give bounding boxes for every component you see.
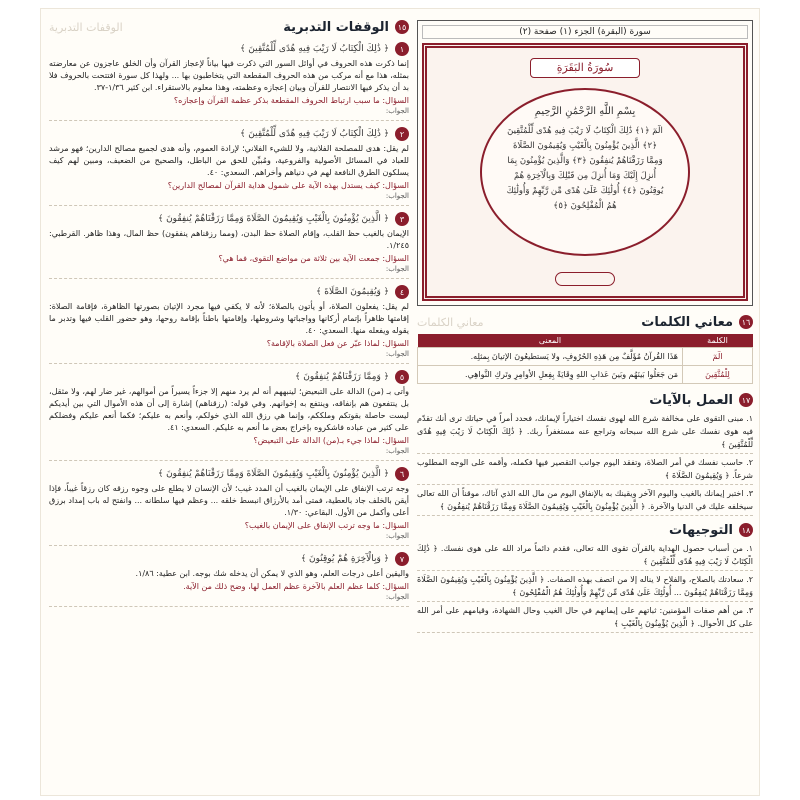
list-item: [49, 367, 409, 461]
list-item: [49, 124, 409, 206]
section-number-badge: ١٨: [739, 523, 753, 537]
answer-label: الجواب:: [385, 107, 409, 115]
commentary-text: الإيمان بالغيب حظ القلب، وإقام الصلاة حظ البدن، (ومما رزقناهم ينفقون) حظ المال، وهذا ظاهر. القرطبي: ١/٢٤٥.: [49, 229, 409, 250]
list-item: [49, 39, 409, 121]
question-text: السؤال: كلما عظم العلم بالآخرة عظم العمل لها، وضح ذلك من الآية.: [183, 582, 409, 591]
list-item: ٣. اختبر إيمانك بالغيب واليوم الآخر ويقينك به بالإنفاق اليوم من مال الله الذي آتاك، موقناً أن الله تعالى سيخلفه عليك في الدنيا والآخرة. ﴿ الَّذِينَ يُؤْمِنُونَ بِالْغَيْبِ وَيُقِيمُونَ الصَّلَاةَ وَمِمَّا رَزَقْنَاهُمْ يُنفِقُونَ ﴾: [417, 487, 753, 516]
answer-label: الجواب:: [385, 447, 409, 455]
amal-list: [417, 412, 753, 516]
book-page: [40, 8, 760, 796]
item-number: ٧: [395, 552, 409, 566]
question-text: السؤال: جمعت الآية بين ثلاثة من مواضع التقوى، فما هي؟: [218, 254, 409, 263]
question-text: السؤال: لماذا جيء بـ(من) الدالة على التبعيض؟: [253, 436, 409, 445]
item-number: ٤: [395, 285, 409, 299]
verse-quote: ﴿ وَمِمَّا رَزَقْنَاهُمْ يُنفِقُونَ ﴾: [295, 372, 389, 382]
commentary-text: وأتى بـ (من) الدالة على التبعيض؛ لينبههم أنه لم يرد منهم إلا جزءاً يسيراً من أموالهم، غير ضار لهم، ولا مثقل، بل ينتفعون هم بإنفاقه، وينتفع به إخوانهم. وفي قوله: (رزقناهم) إشارة إلى أن هذه الأموال التي بين أيديكم ليست حاصلة بقوتكم وملككم، وإنما هي رزق الله الذي خولكم، وأنعم به عليكم؛ فكما أنعم عليكم وفضلكم على كثير من عباده فاشكروه بإخراج بعض ما أنعم به عليكم. السعدي: ٤١.: [49, 387, 409, 432]
commentary-text: لم يقل: يفعلون الصلاة، أو يأتون بالصلاة؛ لأنه لا يكفي فيها مجرد الإتيان بصورتها الظاهرة، فإقامة الصلاة: إقامتها ظاهراً بإتمام أركانها وواجباتها وشروطها، وإقامتها باطناً بإقامة روحها، وهو حضور القلب فيها وتدبر ما يقوله ويفعله منها. السعدي: ٤٠.: [49, 302, 409, 335]
words-section-title: معاني الكلمات: [641, 314, 733, 330]
commentary-text: وجه ترتب الإنفاق على الإيمان بالغيب أن المدد غيب؛ لأن الإنسان لا يطلع على وجوه رزقه كان رزقاً غيباً، فإذا أيقن بالخلف جاد بالعطية، فمتى أمد بالأرزاق انبسط خلقه ... وعظم فيها سلطانه ... وانفتح له باب إمداد برزق أعلى وأكمل من الأول. البقاعي: ١/٣٠.: [49, 484, 409, 517]
question-text: السؤال: ما سبب ارتباط الحروف المقطعة بذكر عظمة القرآن وإعجازه؟: [173, 96, 409, 105]
column-header-word: الكلمة: [683, 334, 753, 348]
mushaf-frame: [422, 43, 748, 301]
item-number: ٣: [395, 212, 409, 226]
right-column: [417, 17, 753, 793]
word-cell: الٓمٓ: [683, 348, 753, 366]
list-item: ١. مبنى التقوى على مخالفة شرع الله لهوى نفسك اختياراً لإيمانك، فحدد أمراً في حياتك ترى أنك تقدّم فيه هوى نفسك على شرع الله سبحانه وتراجع عنه مستغفراً ربك. ﴿ ذَٰلِكَ الْكِتَابُ لَا رَيْبَ فِيهِ هُدًى لِّلْمُتَّقِينَ ﴾: [417, 412, 753, 454]
verse-quote: ﴿ وَبِالْآخِرَةِ هُمْ يُوقِنُونَ ﴾: [300, 554, 389, 564]
answer-label: الجواب:: [385, 532, 409, 540]
section-number-badge: ١٥: [395, 20, 409, 34]
mushaf-panel: [417, 20, 753, 306]
verse-quote: ﴿ ذَٰلِكَ الْكِتَابُ لَا رَيْبَ فِيهِ هُدًى لِّلْمُتَّقِينَ ﴾: [240, 44, 389, 54]
commentary-text: لم يقل: هدى للمصلحة الفلانية، ولا للشيء الفلاني؛ لإرادة العموم، وأنه هدى لجميع مصالح الدارين؛ فهو مرشد للعباد في المسائل الأصولية والفروعية، ومُبيِّن للحق من الباطل، والصحيح من الضعيف، ومبين لهم كيف يسلكون الطرق النافعة لهم في دنياهم وأخراهم. السعدي: ٤٠.: [49, 144, 409, 177]
stops-section-ghost-title: الوقفات التدبرية: [49, 20, 123, 34]
basmala: بِسْمِ اللَّهِ الرَّحْمَٰنِ الرَّحِيمِ: [534, 106, 636, 117]
item-number: ١: [395, 42, 409, 56]
answer-label: الجواب:: [385, 192, 409, 200]
tawjihat-list: [417, 542, 753, 633]
amal-section-title: العمل بالآيات: [649, 392, 733, 408]
section-number-badge: ١٦: [739, 315, 753, 329]
list-item: ٢. حاسب نفسك في أمر الصلاة، وتفقد اليوم جوانب التقصير فيها فكمله، وأقمه على الوجه المطلوب شرعاً. ﴿ وَيُقِيمُونَ الصَّلَاةَ ﴾: [417, 456, 753, 485]
commentary-text: واليقين أعلى درجات العلم، وهو الذي لا يمكن أن يدخله شك بوجه. ابن عطية: ١/٨٦.: [135, 569, 409, 578]
verse-quote: ﴿ وَيُقِيمُونَ الصَّلَاةَ ﴾: [316, 287, 389, 297]
list-item: [49, 282, 409, 364]
words-section-header: [417, 312, 753, 332]
verse-quote: ﴿ ذَٰلِكَ الْكِتَابُ لَا رَيْبَ فِيهِ هُدًى لِّلْمُتَّقِينَ ﴾: [240, 129, 389, 139]
meaning-cell: مَن جَعَلُوا بَينَهُم وبَينَ عَذابِ اللهِ وِقَايَةً بِفِعلِ الأوامِرِ وتَركِ النَّواهِي.: [418, 366, 683, 384]
commentary-text: إنما ذكرت هذه الحروف في أوائل السور التي ذكرت فيها بياناً لإعجاز القرآن وأن الخلق عاجزون عن معارضته بمثله، هذا مع أنه مركب من هذه الحروف المقطعة التي يتخاطبون بها ... ولهذا كل سورة افتتحت بالحروف فلا بد أن يذكر فيها الانتصار للقرآن وبيان إعجازه وعظمته، وهذا معلوم بالاستقراء. ابن كثير ١/٣٦-٣٧.: [49, 59, 409, 92]
word-meanings-table: [417, 334, 753, 384]
mushaf-page-title: سورة (البقرة) الجزء (١) صفحة (٢): [422, 25, 748, 39]
stops-section-header: [49, 17, 409, 37]
list-item: ٢. سعادتك بالصلاح، والفلاح لا يناله إلا من اتصف بهذه الصفات. ﴿ الَّذِينَ يُؤْمِنُونَ بِالْغَيْبِ وَيُقِيمُونَ الصَّلَاةَ وَمِمَّا رَزَقْنَاهُمْ يُنفِقُونَ ... أُولَٰئِكَ عَلَىٰ هُدًى مِّن رَّبِّهِمْ وَأُولَٰئِكَ هُمُ الْمُفْلِحُونَ ﴾: [417, 573, 753, 602]
meaning-cell: هَذَا القُرآنُ مُؤَلَّفٌ مِن هَذِهِ الحُرُوفِ، ولا يَستطيعُونَ الإتيانَ بِمثلِه.: [418, 348, 683, 366]
question-text: السؤال: كيف يستدل بهذه الآية على شمول هداية القرآن لمصالح الدارين؟: [167, 181, 409, 190]
tawjihat-section-title: التوجيهات: [669, 522, 733, 538]
question-text: السؤال: لماذا عبّر عن فعل الصلاة بالإقامة؟: [266, 339, 409, 348]
item-number: ٦: [395, 467, 409, 481]
list-item: ١. من أسباب حصول الهداية بالقرآن تقوى الله تعالى، فقدم دائماً مراد الله على هوى نفسك. ﴿ ذَٰلِكَ الْكِتَابُ لَا رَيْبَ فِيهِ هُدًى لِّلْمُتَّقِينَ ﴾: [417, 542, 753, 571]
list-item: [49, 549, 409, 607]
stops-section-title: الوقفات التدبرية: [283, 19, 389, 35]
bottom-ornament: [555, 272, 615, 286]
left-column: [49, 17, 409, 793]
tawjihat-section-header: [417, 520, 753, 540]
words-section-ghost-title: معاني الكلمات: [417, 315, 484, 329]
question-text: السؤال: ما وجه ترتب الإنفاق على الإيمان بالغيب؟: [244, 521, 409, 530]
word-cell: لِلْمُتَّقِينَ: [683, 366, 753, 384]
list-item: [49, 209, 409, 279]
verse-quote: ﴿ الَّذِينَ يُؤْمِنُونَ بِالْغَيْبِ وَيُقِيمُونَ الصَّلَاةَ وَمِمَّا رَزَقْنَاهُمْ يُنفِقُونَ ﴾: [157, 214, 389, 224]
amal-section-header: [417, 390, 753, 410]
table-row: [418, 348, 753, 366]
verse-quote: ﴿ الَّذِينَ يُؤْمِنُونَ بِالْغَيْبِ وَيُقِيمُونَ الصَّلَاةَ وَمِمَّا رَزَقْنَاهُمْ يُنفِقُونَ ﴾: [157, 469, 389, 479]
item-number: ٢: [395, 127, 409, 141]
answer-label: الجواب:: [385, 350, 409, 358]
item-number: ٥: [395, 370, 409, 384]
quran-verses: الٓمٓ ﴿١﴾ ذَٰلِكَ الْكِتَابُ لَا رَيْبَ فِيهِ هُدًى لِّلْمُتَّقِينَ ﴿٢﴾ الَّذِينَ يُؤْمِنُونَ بِالْغَيْبِ وَيُقِيمُونَ الصَّلَاةَ وَمِمَّا رَزَقْنَاهُمْ يُنفِقُونَ ﴿٣﴾ وَالَّذِينَ يُؤْمِنُونَ بِمَا أُنزِلَ إِلَيْكَ وَمَا أُنزِلَ مِن قَبْلِكَ وَبِالْآخِرَةِ هُمْ يُوقِنُونَ ﴿٤﴾ أُولَٰئِكَ عَلَىٰ هُدًى مِّن رَّبِّهِمْ وَأُولَٰئِكَ هُمُ الْمُفْلِحُونَ ﴿٥﴾: [506, 126, 664, 211]
table-row: [418, 366, 753, 384]
list-item: [49, 464, 409, 546]
section-number-badge: ١٧: [739, 393, 753, 407]
answer-label: الجواب:: [385, 265, 409, 273]
column-header-meaning: المعنى: [418, 334, 683, 348]
list-item: ٣. من أهم صفات المؤمنين: ثباتهم على إيمانهم في حال الغيب وحال الشهادة، وقيامهم على أمر الله على كل الأحوال. ﴿ الَّذِينَ يُؤْمِنُونَ بِالْغَيْبِ ﴾: [417, 604, 753, 633]
surah-name-banner: سُورَةُ البَقَرَةِ: [530, 58, 640, 78]
answer-label: الجواب:: [385, 593, 409, 601]
